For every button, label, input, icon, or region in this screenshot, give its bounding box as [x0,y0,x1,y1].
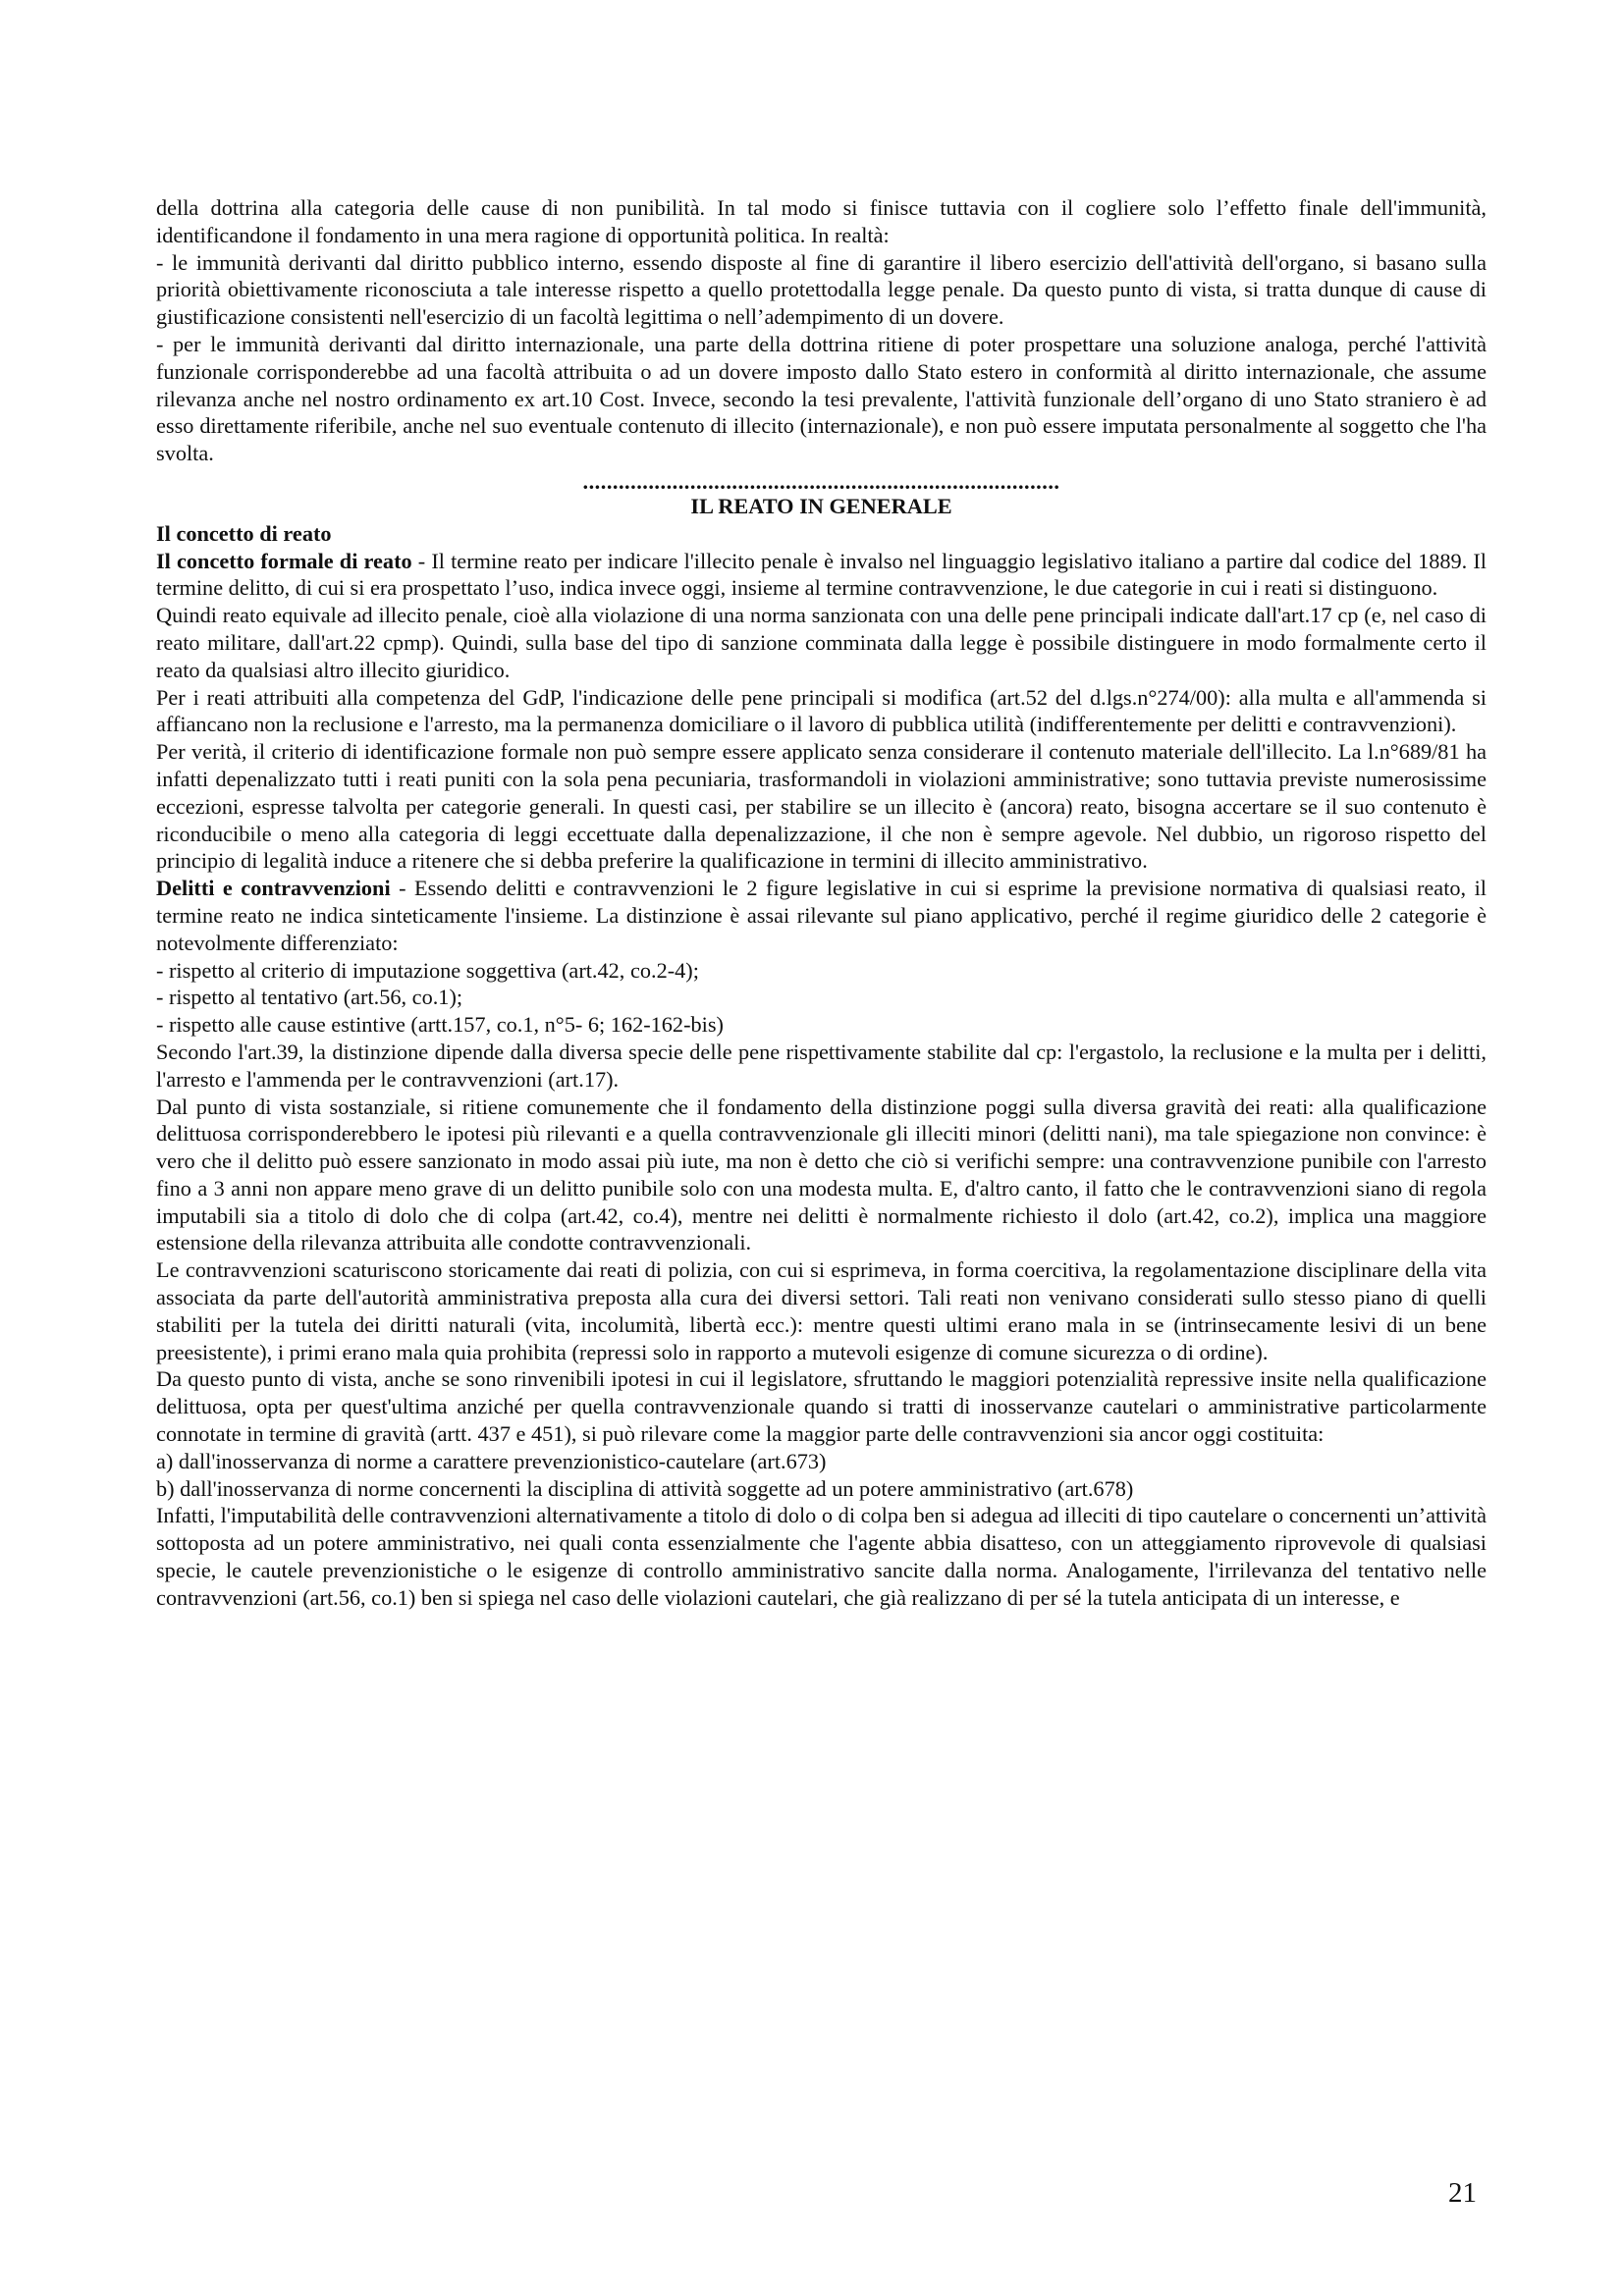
list-item: a) dall'inosservanza di norme a carattere prevenzionistico-cautelare (art.673) [156,1448,827,1473]
paragraph: Le contravvenzioni scaturiscono storicamente dai reati di polizia, con cui si esprimeva, in forma coercitiva, la regolamentazione disciplinare della vita associata da parte dell'autorità amministrativa preposta alla cura dei diversi settori. Tali reati non venivano considerati sullo stesso piano di quelli stabiliti per la tutela dei diritti naturali (vita, incolumità, libertà ecc.): mentre questi ultimi erano mala in se (intrinsecamente lesivi di un bene preesistente), i primi erano mala quia prohibita (repressi solo in rapporto a mutevoli esigenze di comune sicurezza o di ordine). [156,1257,1487,1364]
document-body [156,194,1487,1612]
paragraph: della dottrina alla categoria delle cause di non punibilità. In tal modo si finisce tuttavia con il cogliere solo l’effetto finale dell'immunità, identificandone il fondamento in una mera ragione di opportunità politica. In realtà: [156,195,1487,247]
paragraph-lead: Il concetto formale di reato [156,548,412,573]
list-item: - rispetto alle cause estintive (artt.157, co.1, n°5- 6; 162-162-bis) [156,1012,724,1038]
list-item: b) dall'inosservanza di norme concernenti la disciplina di attività soggette ad un potere amministrativo (art.678) [156,1475,1134,1501]
paragraph-text: - Il termine reato per indicare l'illecito penale è invalso nel linguaggio legislativo italiano a partire dal codice del 1889. Il termine delitto, di cui si era prospettato l’uso, indica invece oggi, insieme al termine contravvenzione, le due categorie in cui i reati si distinguono. [156,548,1487,601]
paragraph: Quindi reato equivale ad illecito penale, cioè alla violazione di una norma sanzionata con una delle pene principali indicate dall'art.17 cp (e, nel caso di reato militare, dall'art.22 cpmp). Quindi, sulla base del tipo di sanzione comminata dalla legge è possibile distinguere in modo formalmente certo il reato da qualsiasi altro illecito giuridico. [156,603,1487,682]
section-title: IL REATO IN GENERALE [690,493,952,518]
paragraph: Per verità, il criterio di identificazione formale non può sempre essere applicato senza considerare il contenuto materiale dell'illecito. La l.n°689/81 ha infatti depenalizzato tutti i reati puniti con la sola pena pecuniaria, trasformandoli in violazioni amministrative; sono tuttavia previste numerosissime eccezioni, espresse talvolta per categorie generali. In questi casi, per stabilire se un illecito è (ancora) reato, bisogna accertare se il suo contenuto è riconducibile o meno alla categoria di leggi eccettuate dalla depenalizzazione, il che non è sempre agevole. Nel dubbio, un rigoroso rispetto del principio di legalità induce a ritenere che si debba preferire la qualificazione in termini di illecito amministrativo. [156,739,1487,874]
paragraph: - le immunità derivanti dal diritto pubblico interno, essendo disposte al fine di garantire il libero esercizio dell'attività dell'organo, si basano sulla priorità obiettivamente riconosciuta a tale interesse rispetto a quello protettodalla legge penale. Da questo punto di vista, si tratta dunque di cause di giustificazione consistenti nell'esercizio di un facoltà legittima o nell’adempimento di un dovere. [156,249,1487,330]
paragraph-lead: Delitti e contravvenzioni [156,876,391,901]
paragraph [156,548,1487,603]
heading: Il concetto di reato [156,520,332,546]
paragraph [156,875,1487,956]
list-item: - rispetto al criterio di imputazione soggettiva (art.42, co.2-4); [156,957,699,983]
paragraph: Secondo l'art.39, la distinzione dipende dalla diversa specie delle pene rispettivamente stabilite dal cp: l'ergastolo, la reclusione e la multa per i delitti, l'arresto e l'ammenda per le contravvenzioni (art.17). [156,1039,1487,1092]
list-item: - rispetto al tentativo (art.56, co.1); [156,985,463,1010]
page-number: 21 [1448,2177,1477,2209]
paragraph-text: - Essendo delitti e contravvenzioni le 2 figure legislative in cui si esprime la previsione normativa di qualsiasi reato, il termine reato ne indica sinteticamente l'insieme. La distinzione è assai rilevante sul piano applicativo, perché il regime giuridico delle 2 categorie è notevolmente differenziato: [156,876,1487,955]
paragraph: Da questo punto di vista, anche se sono rinvenibili ipotesi in cui il legislatore, sfruttando le maggiori potenzialità repressive insite nella qualificazione delittuosa, opta per quest'ultima anziché per quella contravvenzionale quando si tratti di inosservanze cautelari o amministrative particolarmente connotate in termine di gravità (artt. 437 e 451), si può rilevare come la maggior parte delle contravvenzioni sia ancor oggi costituita: [156,1366,1487,1447]
section-separator: ................................................................................ [582,468,1060,494]
paragraph: Per i reati attribuiti alla competenza del GdP, l'indicazione delle pene principali si modifica (art.52 del d.lgs.n°274/00): alla multa e all'ammenda si affiancano non la reclusione e l'arresto, ma la permanenza domiciliare o il lavoro di pubblica utilità (indifferentemente per delitti e contravvenzioni). [156,684,1487,737]
paragraph: - per le immunità derivanti dal diritto internazionale, una parte della dottrina ritiene di poter prospettare una soluzione analoga, perché l'attività funzionale corrisponderebbe ad una facoltà attribuita o ad un dovere imposto dallo Stato estero in conformità al diritto internazionale, che assume rilevanza anche nel nostro ordinamento ex art.10 Cost. Invece, secondo la tesi prevalente, l'attività funzionale dell’organo di uno Stato straniero è ad esso direttamente riferibile, anche nel suo eventuale contenuto di illecito (internazionale), e non può essere imputata personalmente al soggetto che l'ha svolta. [156,331,1487,466]
paragraph: Dal punto di vista sostanziale, si ritiene comunemente che il fondamento della distinzione poggi sulla diversa gravità dei reati: alla qualificazione delittuosa corrisponderebbero le ipotesi più rilevanti e a quella contravvenzionale gli illeciti minori (delitti nani), ma tale spiegazione non convince: è vero che il delitto può essere sanzionato in modo assai più iute, ma non è detto che ciò si verifichi sempre: una contravvenzione punibile con l'arresto fino a 3 anni non appare meno grave di un delitto punibile solo con una modesta multa. E, d'altro canto, il fatto che le contravvenzioni siano di regola imputabili sia a titolo di dolo che di colpa (art.42, co.4), mentre nei delitti è normalmente richiesto il dolo (art.42, co.2), implica una maggiore estensione della rilevanza attribuita alle condotte contravvenzionali. [156,1094,1487,1255]
paragraph: Infatti, l'imputabilità delle contravvenzioni alternativamente a titolo di dolo o di colpa ben si adegua ad illeciti di tipo cautelare o concernenti un’attività sottoposta ad un potere amministrativo, nei quali conta essenzialmente che l'agente abbia disatteso, con un atteggiamento riprovevole di qualsiasi specie, le cautele prevenzionistiche o le esigenze di controllo amministrativo sancite dalla norma. Analogamente, l'irrilevanza del tentativo nelle contravvenzioni (art.56, co.1) ben si spiega nel caso delle violazioni cautelari, che già realizzano di per sé la tutela anticipata di un interesse, e [156,1503,1487,1610]
